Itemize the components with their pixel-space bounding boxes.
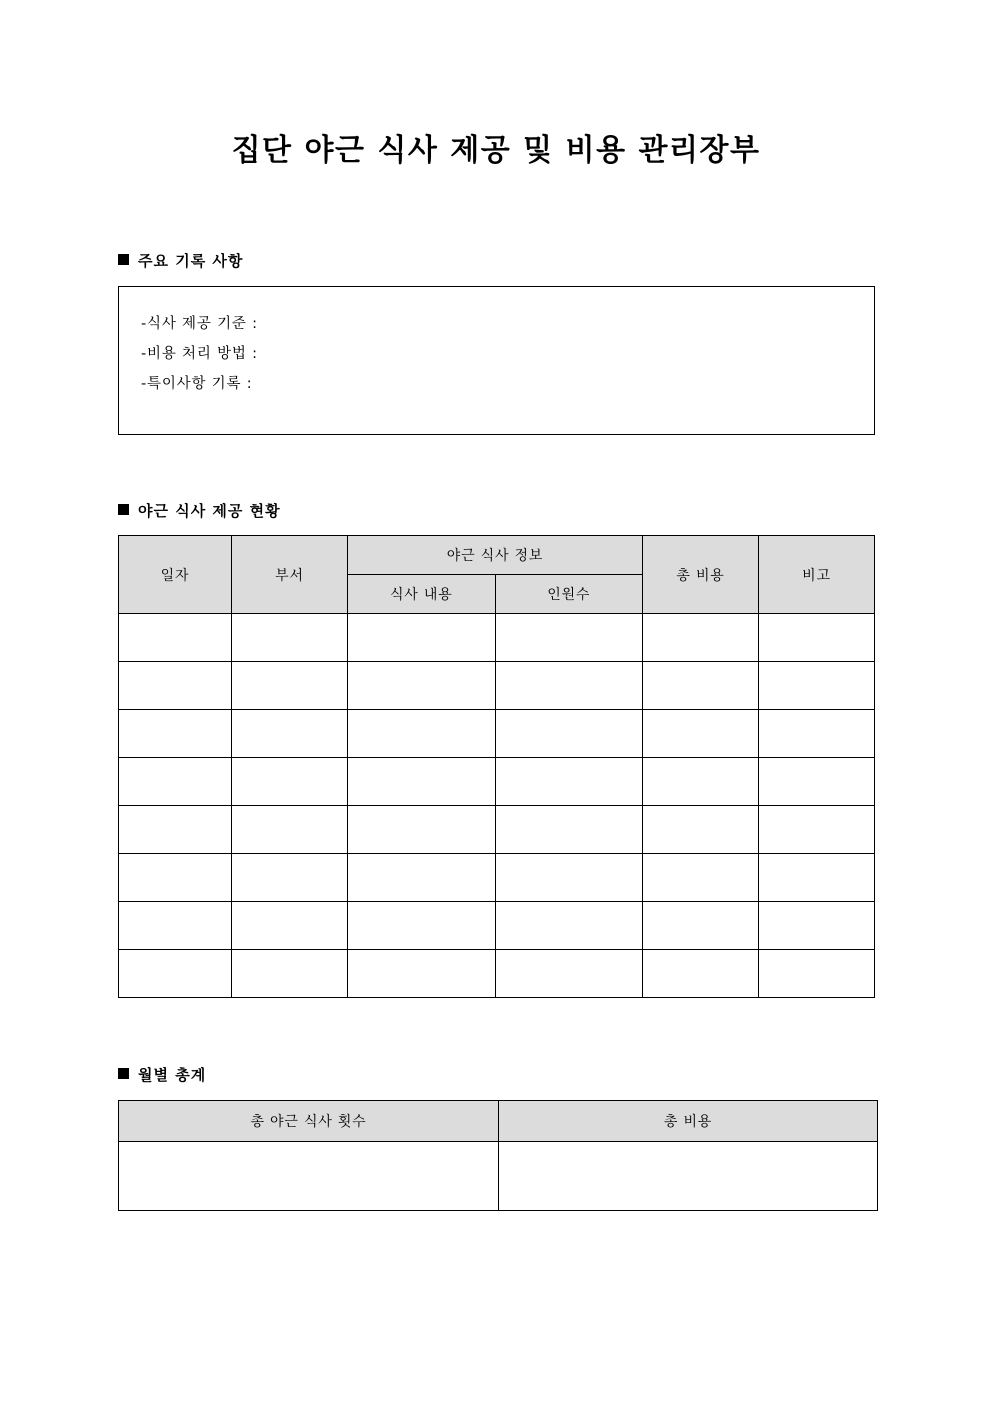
table-header-row xyxy=(119,1101,878,1142)
cell-headcount[interactable] xyxy=(495,614,643,662)
cell-headcount[interactable] xyxy=(495,902,643,950)
table-row xyxy=(119,902,875,950)
square-bullet-icon xyxy=(118,1068,129,1079)
table-row xyxy=(119,710,875,758)
cell-remarks[interactable] xyxy=(759,902,875,950)
column-header-total-meal-count: 총 야근 식사 횟수 xyxy=(119,1101,499,1142)
cell-meal-content[interactable] xyxy=(348,806,496,854)
section-heading-status-label: 야근 식사 제공 현황 xyxy=(138,502,281,520)
cell-date[interactable] xyxy=(119,662,232,710)
table-row xyxy=(119,758,875,806)
column-header-meal-info-group: 야근 식사 정보 xyxy=(348,536,643,575)
cell-department[interactable] xyxy=(232,758,348,806)
cell-department[interactable] xyxy=(232,662,348,710)
cell-meal-content[interactable] xyxy=(348,614,496,662)
cell-date[interactable] xyxy=(119,854,232,902)
square-bullet-icon xyxy=(118,504,129,515)
section-heading-notes xyxy=(118,252,243,270)
cell-date[interactable] xyxy=(119,710,232,758)
cell-date[interactable] xyxy=(119,614,232,662)
cell-headcount[interactable] xyxy=(495,806,643,854)
table-header-row-top xyxy=(119,536,875,575)
cell-meal-content[interactable] xyxy=(348,950,496,998)
cell-total-cost[interactable] xyxy=(643,758,759,806)
cell-meal-content[interactable] xyxy=(348,854,496,902)
cell-department[interactable] xyxy=(232,806,348,854)
column-header-total-cost: 총 비용 xyxy=(643,536,759,614)
cell-total-cost[interactable] xyxy=(643,854,759,902)
table-header xyxy=(119,536,875,614)
cell-total-cost[interactable] xyxy=(643,902,759,950)
column-header-department: 부서 xyxy=(232,536,348,614)
section-heading-summary-label: 월별 총계 xyxy=(138,1066,207,1084)
monthly-summary-table xyxy=(118,1100,878,1211)
cell-headcount[interactable] xyxy=(495,710,643,758)
table-body xyxy=(119,614,875,998)
cell-total-cost[interactable] xyxy=(643,614,759,662)
cell-department[interactable] xyxy=(232,902,348,950)
notes-line: -특이사항 기록 : xyxy=(141,376,253,392)
cell-total-cost[interactable] xyxy=(643,710,759,758)
column-header-remarks: 비고 xyxy=(759,536,875,614)
square-bullet-icon xyxy=(118,254,129,265)
table-row xyxy=(119,854,875,902)
notes-line: -비용 처리 방법 : xyxy=(141,346,258,362)
cell-remarks[interactable] xyxy=(759,614,875,662)
table-row xyxy=(119,614,875,662)
cell-department[interactable] xyxy=(232,710,348,758)
section-heading-status xyxy=(118,502,281,520)
table-header xyxy=(119,1101,878,1142)
table-body xyxy=(119,1142,878,1211)
table-row xyxy=(119,1142,878,1211)
cell-total-meal-count[interactable] xyxy=(119,1142,499,1211)
night-meal-status-table xyxy=(118,535,875,998)
table-row xyxy=(119,806,875,854)
column-header-meal-content: 식사 내용 xyxy=(348,575,496,614)
cell-date[interactable] xyxy=(119,902,232,950)
cell-department[interactable] xyxy=(232,950,348,998)
cell-summary-total-cost[interactable] xyxy=(499,1142,878,1211)
cell-meal-content[interactable] xyxy=(348,902,496,950)
notes-box xyxy=(118,286,875,435)
table-row xyxy=(119,950,875,998)
section-heading-notes-label: 주요 기록 사항 xyxy=(138,252,244,270)
notes-line: -식사 제공 기준 : xyxy=(141,316,258,332)
cell-remarks[interactable] xyxy=(759,662,875,710)
cell-meal-content[interactable] xyxy=(348,758,496,806)
cell-department[interactable] xyxy=(232,614,348,662)
cell-date[interactable] xyxy=(119,950,232,998)
cell-headcount[interactable] xyxy=(495,662,643,710)
cell-headcount[interactable] xyxy=(495,950,643,998)
cell-total-cost[interactable] xyxy=(643,950,759,998)
cell-headcount[interactable] xyxy=(495,758,643,806)
column-header-summary-total-cost: 총 비용 xyxy=(499,1101,878,1142)
cell-remarks[interactable] xyxy=(759,854,875,902)
table-row xyxy=(119,662,875,710)
cell-remarks[interactable] xyxy=(759,950,875,998)
cell-remarks[interactable] xyxy=(759,758,875,806)
cell-date[interactable] xyxy=(119,806,232,854)
cell-meal-content[interactable] xyxy=(348,710,496,758)
cell-total-cost[interactable] xyxy=(643,662,759,710)
cell-date[interactable] xyxy=(119,758,232,806)
column-header-date: 일자 xyxy=(119,536,232,614)
column-header-headcount: 인원수 xyxy=(495,575,643,614)
cell-total-cost[interactable] xyxy=(643,806,759,854)
cell-department[interactable] xyxy=(232,854,348,902)
cell-headcount[interactable] xyxy=(495,854,643,902)
cell-remarks[interactable] xyxy=(759,710,875,758)
section-heading-summary xyxy=(118,1066,206,1084)
cell-meal-content[interactable] xyxy=(348,662,496,710)
page-title: 집단 야근 식사 제공 및 비용 관리장부 xyxy=(231,133,761,168)
cell-remarks[interactable] xyxy=(759,806,875,854)
